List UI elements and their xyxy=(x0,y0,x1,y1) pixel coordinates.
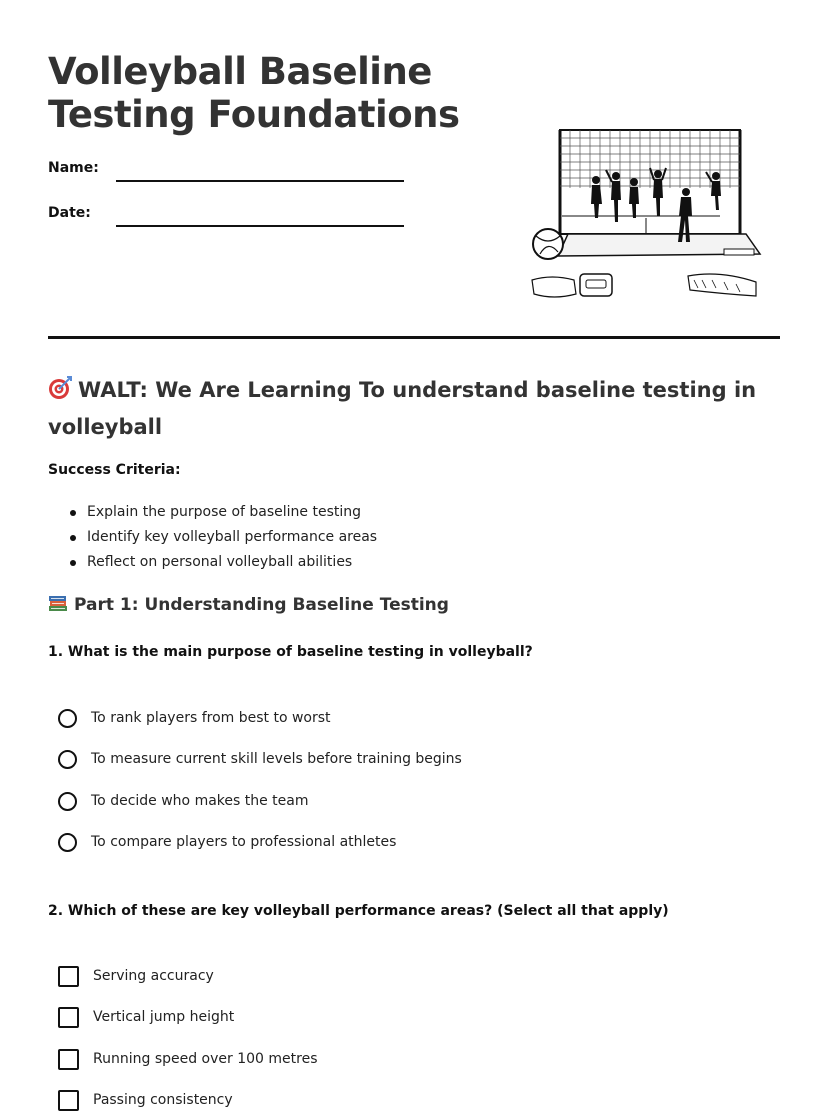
list-item: Reflect on personal volleyball abilities xyxy=(48,550,377,575)
books-icon xyxy=(48,594,68,612)
date-field[interactable] xyxy=(116,225,404,227)
name-label: Name: xyxy=(48,160,99,176)
radio-button[interactable] xyxy=(58,709,77,728)
q1-option[interactable]: To measure current skill levels before training begins xyxy=(58,747,462,771)
q1-option[interactable]: To compare players to professional athletes xyxy=(58,830,396,854)
volleyball-court-illustration xyxy=(530,124,762,304)
section-divider xyxy=(48,336,780,339)
list-item: Explain the purpose of baseline testing xyxy=(48,500,377,525)
bullet-icon xyxy=(70,510,76,516)
q2-option[interactable]: Vertical jump height xyxy=(58,1005,234,1029)
list-item: Identify key volleyball performance areas xyxy=(48,525,377,550)
bullet-icon xyxy=(70,560,76,566)
worksheet-title: Volleyball Baseline Testing Foundations xyxy=(48,50,460,136)
walt-heading xyxy=(48,372,768,446)
checkbox[interactable] xyxy=(58,1090,79,1111)
q2-option[interactable]: Running speed over 100 metres xyxy=(58,1047,318,1071)
checkbox[interactable] xyxy=(58,1049,79,1070)
q2-option[interactable]: Serving accuracy xyxy=(58,964,214,988)
success-criteria-label: Success Criteria: xyxy=(48,462,181,478)
target-icon xyxy=(48,376,72,400)
part1-heading-text: Part 1: Understanding Baseline Testing xyxy=(74,595,449,615)
radio-button[interactable] xyxy=(58,750,77,769)
radio-button[interactable] xyxy=(58,792,77,811)
q1-option[interactable]: To rank players from best to worst xyxy=(58,706,331,730)
success-criteria-list xyxy=(48,500,377,575)
part1-heading xyxy=(48,594,449,615)
bullet-icon xyxy=(70,535,76,541)
question-2: 2. Which of these are key volleyball performance areas? (Select all that apply) xyxy=(48,903,669,919)
walt-text: WALT: We Are Learning To understand baseline testing in volleyball xyxy=(48,378,757,439)
q2-option[interactable]: Passing consistency xyxy=(58,1088,233,1112)
name-field[interactable] xyxy=(116,180,404,182)
q1-option[interactable]: To decide who makes the team xyxy=(58,789,309,813)
question-1: 1. What is the main purpose of baseline testing in volleyball? xyxy=(48,644,533,660)
checkbox[interactable] xyxy=(58,966,79,987)
date-label: Date: xyxy=(48,205,91,221)
radio-button[interactable] xyxy=(58,833,77,852)
checkbox[interactable] xyxy=(58,1007,79,1028)
